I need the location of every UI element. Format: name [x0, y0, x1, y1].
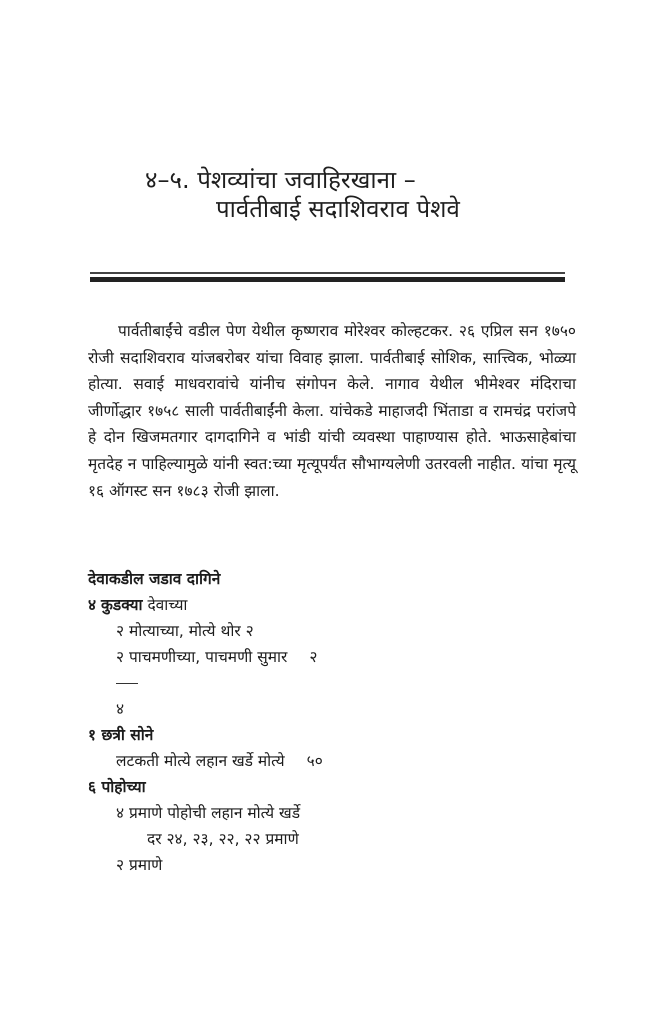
divider-thick: [90, 277, 565, 282]
inventory-section-title: देवाकडील जडाव दागिने: [88, 570, 221, 588]
inventory-item: [88, 722, 568, 748]
item-name: कुडक्या: [101, 596, 143, 614]
item-detail-text: लटकती मोत्ये लहान खर्डे मोत्ये: [116, 752, 285, 770]
item-detail: [88, 748, 568, 774]
item-qty: १: [88, 726, 97, 744]
item-detail: दर २४, २३, २२, २२ प्रमाणे: [147, 830, 299, 848]
chapter-heading: [145, 166, 460, 224]
item-total: ४: [116, 700, 125, 718]
item-detail: ४ प्रमाणे पोहोची लहान मोत्ये खर्डे: [116, 804, 301, 822]
item-name: पोहोच्या: [101, 778, 146, 796]
sum-rule: [116, 683, 138, 684]
chapter-heading-line2: पार्वतीबाई सदाशिवराव पेशवे: [216, 195, 460, 223]
item-name: छत्री सोने: [101, 726, 154, 744]
biography-paragraph: पार्वतीबाईंचे वडील पेण येथील कृष्णराव मोरेश्वर कोल्हटकर. २६ एप्रिल सन १७५० रोजी सदाशिवराव यांजबरोबर यांचा विवाह झाला. पार्वतीबाई सोशिक, सात्त्विक, भोळ्या होत्या. सवाई माधवरावांचे यांनीच संगोपन केले. नागाव येथील भीमेश्वर मंदिराचा जीर्णोद्धार १७५८ साली पार्वतीबाईंनी केला. यांचेकडे माहाजदी भिंताडा व रामचंद्र परांजपे हे दोन खिजमतगार दागदागिने व भांडी यांची व्यवस्था पाहाण्यास होते. भाऊसाहेबांचा मृतदेह न पाहिल्यामुळे यांनी स्वत:च्या मृत्यूपर्यंत सौभाग्यलेणी उतरवली नाहीत. यांचा मृत्यू १६ ऑगस्ट सन १७८३ रोजी झाला.: [88, 322, 576, 500]
divider-thin: [90, 272, 565, 274]
item-detail-qty: २: [309, 648, 318, 666]
inventory-item: [88, 774, 568, 800]
item-suffix: देवाच्या: [147, 596, 188, 614]
sum-rule-row: [88, 670, 568, 696]
inventory-list: [88, 566, 568, 878]
inventory-item: [88, 592, 568, 618]
item-detail-qty: ५०: [306, 752, 323, 770]
item-detail: २ प्रमाणे: [116, 856, 163, 874]
item-detail: [88, 644, 568, 670]
item-qty: ६: [88, 778, 97, 796]
item-detail: २ मोत्याच्या, मोत्ये थोर २: [116, 622, 254, 640]
item-detail-text: २ पाचमणीच्या, पाचमणी सुमार: [116, 648, 288, 666]
item-qty: ४: [88, 596, 97, 614]
chapter-heading-line1: ४–५. पेशव्यांचा जवाहिरखाना –: [145, 166, 416, 194]
